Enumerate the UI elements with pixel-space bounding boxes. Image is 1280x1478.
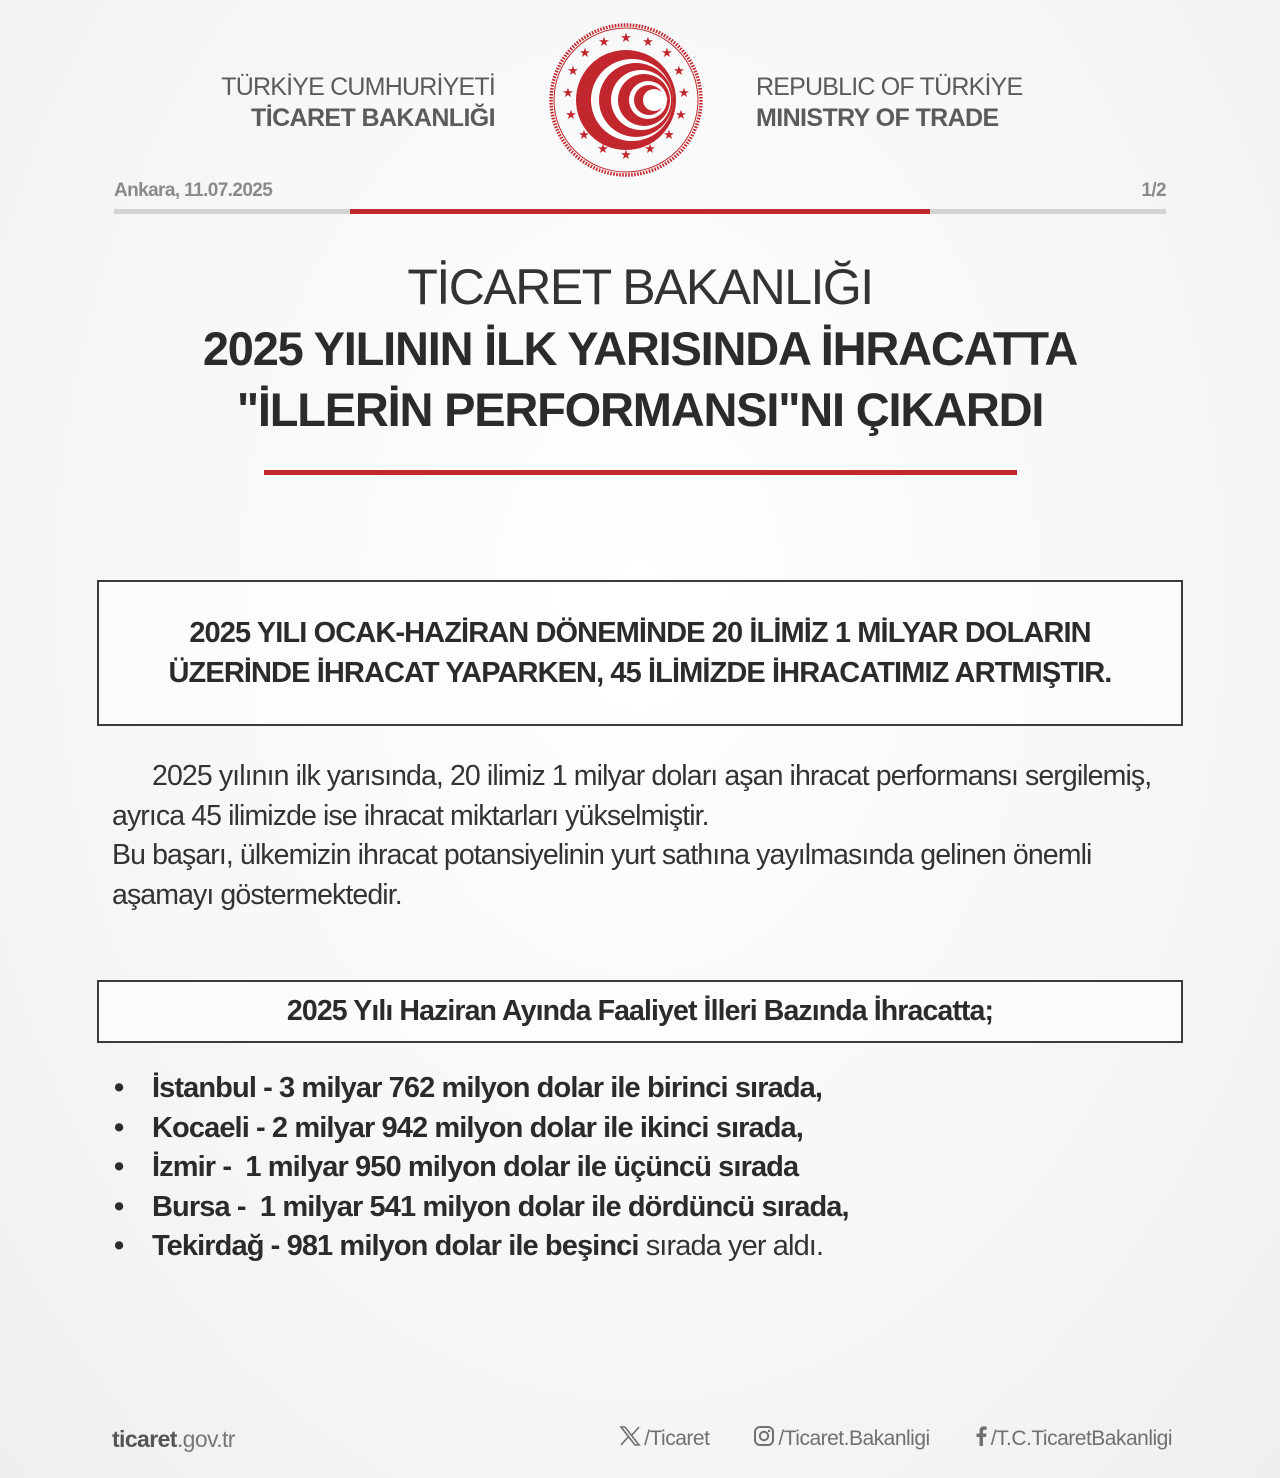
header-right-line2: MINISTRY OF TRADE <box>756 104 999 132</box>
bullet-icon: • <box>114 1230 124 1262</box>
title-divider <box>264 470 1017 475</box>
highlight-text: 2025 YILI OCAK-HAZİRAN DÖNEMİNDE 20 İLİMİZ 1 MİLYAR DOLARIN ÜZERİNDE İHRACAT YAPARKEN, 45 İLİMİZDE İHRACATIMIZ ARTMIŞTIR. <box>168 617 1112 689</box>
page-indicator: 1/2 <box>1141 180 1166 201</box>
ranking-text: Tekirdağ - 981 milyon dolar ile beşinci <box>152 1230 639 1262</box>
ministry-emblem-icon <box>548 22 704 178</box>
header-left-title <box>150 72 495 134</box>
header-right-line1: REPUBLIC OF TÜRKİYE <box>756 73 1023 101</box>
highlight-box <box>97 580 1183 726</box>
svg-text:★: ★ <box>644 142 656 157</box>
list-item <box>112 1227 1172 1267</box>
ranking-text: Kocaeli - 2 milyar 942 milyon dolar ile ikinci sırada, <box>152 1111 803 1144</box>
bullet-icon: • <box>114 1190 124 1223</box>
header-left-line1: TÜRKİYE CUMHURİYETİ <box>221 73 495 101</box>
website-link[interactable] <box>112 1426 235 1453</box>
x-icon <box>619 1426 644 1452</box>
list-item <box>112 1069 1172 1109</box>
header-divider-accent <box>350 209 930 214</box>
svg-text:★: ★ <box>565 108 577 123</box>
title-line-2: "İLLERİN PERFORMANSI"NI ÇIKARDI <box>236 383 1044 436</box>
svg-text:★: ★ <box>579 46 591 61</box>
svg-text:★: ★ <box>597 142 609 157</box>
body-paragraph-2: Bu başarı, ülkemizin ihracat potansiyelinin yurt sathına yayılmasında gelinen önemli aşamayı göstermektedir. <box>112 839 1092 911</box>
body-text <box>112 757 1172 915</box>
section-heading: 2025 Yılı Haziran Ayında Faaliyet İlleri Bazında İhracatta; <box>286 995 994 1027</box>
svg-text:★: ★ <box>678 86 690 101</box>
section-heading-box <box>97 980 1183 1043</box>
social-label-facebook: /T.C.TicaretBakanligi <box>990 1427 1172 1450</box>
rankings-list <box>112 1069 1172 1267</box>
header-right-title <box>756 72 1116 134</box>
date-location: Ankara, 11.07.2025 <box>114 180 273 201</box>
instagram-icon <box>753 1425 778 1453</box>
svg-text:★: ★ <box>673 64 685 79</box>
social-links <box>619 1425 1172 1453</box>
list-item <box>112 1188 1172 1228</box>
social-label-x: /Ticaret <box>644 1427 710 1450</box>
bullet-icon: • <box>114 1151 124 1183</box>
bullet-icon: • <box>114 1072 124 1104</box>
social-label-instagram: /Ticaret.Bakanligi <box>778 1427 930 1450</box>
svg-text:★: ★ <box>567 64 579 79</box>
title-line-1: 2025 YILININ İLK YARISINDA İHRACATTA <box>202 322 1078 375</box>
svg-text:★: ★ <box>562 86 574 101</box>
website-bold: ticaret <box>112 1425 177 1452</box>
website-domain: .gov.tr <box>176 1425 235 1452</box>
footer <box>112 1424 1172 1454</box>
svg-text:★: ★ <box>642 35 654 50</box>
ranking-text: Bursa - 1 milyar 541 milyon dolar ile dördüncü sırada, <box>152 1190 849 1223</box>
svg-text:★: ★ <box>578 128 590 143</box>
bullet-icon: • <box>114 1111 124 1144</box>
svg-text:★: ★ <box>663 128 675 143</box>
list-item <box>112 1109 1172 1149</box>
header-left-line2: TİCARET BAKANLIĞI <box>251 104 495 132</box>
body-paragraph-1: 2025 yılının ilk yarısında, 20 ilimiz 1 milyar doları aşan ihracat performansı sergilemiş, ayrıca 45 ilimizde ise ihracat miktarları yükselmiştir. <box>112 760 1152 832</box>
social-link-x[interactable] <box>619 1426 709 1452</box>
ranking-text: İstanbul - 3 milyar 762 milyon dolar ile birinci sırada, <box>152 1072 823 1104</box>
facebook-icon <box>974 1425 991 1453</box>
svg-text:★: ★ <box>661 46 673 61</box>
social-link-facebook[interactable] <box>974 1425 1172 1453</box>
svg-text:★: ★ <box>675 108 687 123</box>
social-link-instagram[interactable] <box>753 1425 929 1453</box>
list-item <box>112 1148 1172 1188</box>
title-subtitle: TİCARET BAKANLIĞI <box>407 259 873 315</box>
ranking-text: İzmir - 1 milyar 950 milyon dolar ile üçüncü sırada <box>152 1151 799 1183</box>
svg-text:★: ★ <box>620 148 632 163</box>
svg-text:★: ★ <box>598 35 610 50</box>
ranking-rest: sırada yer aldı. <box>638 1230 824 1262</box>
page-title <box>0 256 1280 440</box>
svg-text:★: ★ <box>620 31 632 46</box>
